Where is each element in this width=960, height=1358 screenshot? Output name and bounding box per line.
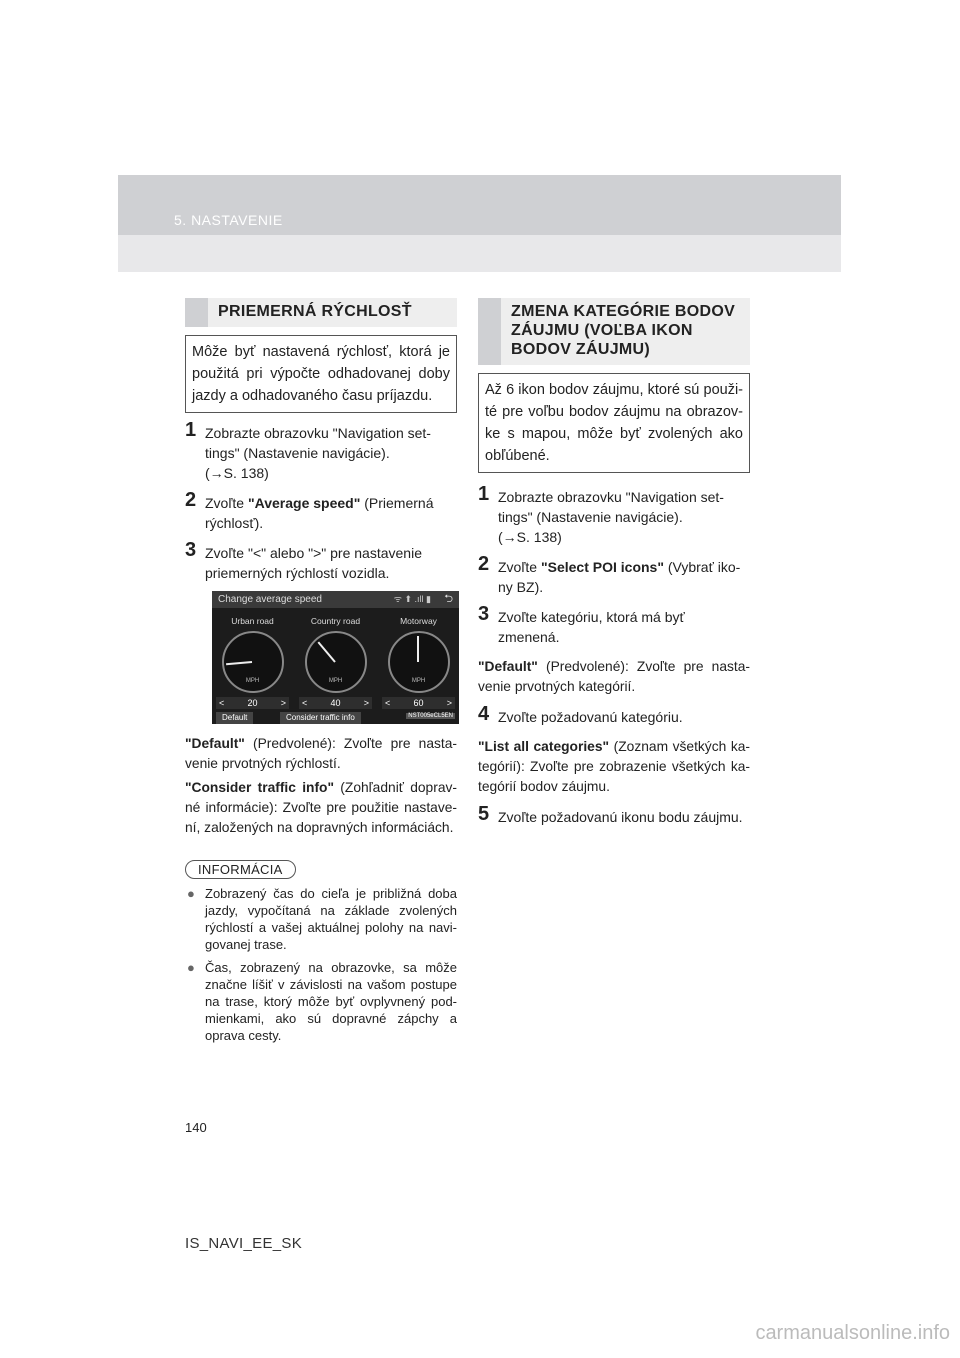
step-option: "Average speed"	[247, 495, 361, 511]
speed-value: 40	[330, 698, 341, 708]
default-button[interactable]: Default	[216, 712, 253, 724]
header-top	[118, 175, 841, 235]
step-4	[478, 703, 750, 727]
speed-dial	[222, 631, 284, 693]
decrease-button[interactable]: <	[302, 698, 308, 708]
option-name: "Default"	[185, 736, 245, 751]
option-text: (Zohľadniť doprav-né informácie): Zvoľte pre použitie nastave-ní, založených na dopravných informáciách.	[185, 780, 457, 835]
step-text: (Vybrať iko-ny BZ).	[498, 559, 741, 595]
option-text: (Predvolené): Zvoľte pre nasta-venie prvotných kategórií.	[478, 659, 750, 694]
step-text: Zvoľte požadovanú ikonu bodu záujmu.	[498, 809, 743, 825]
step-text: Zvoľte "<" alebo ">" pre nastavenie priemerných rýchlostí vozidla.	[205, 545, 422, 581]
bullet-text: Čas, zobrazený na obrazovke, sa môže značne líšiť v závislosti na vašom postupe na trase, ktorý môže byť ovplyvnený pod-mienkami, ako sú dopravné zápchy a oprava cesty.	[205, 960, 457, 1043]
page-reference[interactable]: (→S. 138)	[498, 529, 562, 545]
step-1	[185, 419, 457, 483]
section-heading-average-speed	[185, 298, 457, 327]
dial-needle	[417, 636, 419, 662]
step-number: 3	[185, 539, 197, 561]
option-text: (Zoznam všetkých ka-tegórií): Zvoľte pre zobrazenie všetkých ka-tegórií bodov záujmu.	[478, 739, 750, 794]
signal-icon: ᯤ ⬆ .ıll ▮	[393, 594, 431, 604]
speed-dial	[305, 631, 367, 693]
header-band	[118, 175, 841, 272]
left-column	[185, 298, 457, 1044]
decrease-button[interactable]: <	[219, 698, 225, 708]
step-1	[478, 483, 750, 547]
dial-unit: MPH	[245, 678, 260, 684]
average-speed-screen	[212, 591, 459, 724]
bullet-dot: ●	[187, 960, 195, 975]
gauge-label: Urban road	[231, 616, 274, 626]
step-2	[185, 489, 457, 533]
speed-control-country	[299, 697, 372, 709]
option-name: "List all categories"	[478, 739, 610, 754]
speed-control-urban	[216, 697, 289, 709]
step-number: 3	[478, 603, 490, 625]
section-heading-poi-icons	[478, 298, 750, 365]
step-2	[478, 553, 750, 597]
section-title: PRIEMERNÁ RÝCHLOSŤ	[218, 303, 412, 320]
right-column	[478, 298, 750, 827]
increase-button[interactable]: >	[280, 698, 286, 708]
step-number: 2	[185, 489, 197, 511]
document-code: IS_NAVI_EE_SK	[185, 1235, 303, 1252]
option-text: (Predvolené): Zvoľte pre nasta-venie prvotných rýchlostí.	[185, 736, 457, 771]
option-name: "Consider traffic info"	[185, 780, 335, 795]
consider-traffic-button[interactable]: Consider traffic info	[280, 712, 361, 724]
speed-control-motorway	[382, 697, 455, 709]
dial-needle	[317, 641, 335, 662]
step-text: Zvoľte požadovanú kategóriu.	[498, 709, 683, 725]
speed-dial	[388, 631, 450, 693]
step-5	[478, 803, 750, 827]
info-tag: INFORMÁCIA	[185, 860, 296, 879]
traffic-description	[185, 778, 457, 838]
step-3	[185, 539, 457, 583]
page-number: 140	[185, 1120, 207, 1135]
watermark: carmanualsonline.info	[755, 1322, 950, 1344]
gauge-urban-road	[216, 615, 289, 693]
step-number: 1	[185, 419, 197, 441]
step-3	[478, 603, 750, 647]
gauge-label: Motorway	[400, 616, 437, 626]
speed-value: 60	[413, 698, 424, 708]
step-number: 2	[478, 553, 490, 575]
step-text: Zobrazte obrazovku "Navigation set-tings" (Nastavenie navigácie).	[498, 489, 724, 525]
step-text: Zvoľte kategóriu, ktorá má byť zmenená.	[498, 609, 685, 645]
info-bullet	[185, 959, 457, 1044]
step-number: 4	[478, 703, 490, 725]
bullet-dot: ●	[187, 886, 195, 901]
increase-button[interactable]: >	[363, 698, 369, 708]
step-number: 1	[478, 483, 490, 505]
gauge-motorway	[382, 615, 455, 693]
screen-titlebar	[212, 591, 459, 608]
step-text: (Priemerná rýchlosť).	[205, 495, 434, 531]
speed-value: 20	[247, 698, 258, 708]
chapter-title: 5. NASTAVENIE	[174, 212, 283, 228]
default-description	[478, 657, 750, 697]
step-text: Zvoľte	[498, 559, 541, 575]
default-description	[185, 734, 457, 774]
screen-title: Change average speed	[218, 594, 322, 605]
option-name: "Default"	[478, 659, 538, 674]
step-text: Zvoľte	[205, 495, 248, 511]
decrease-button[interactable]: <	[385, 698, 391, 708]
step-text: Zobrazte obrazovku "Navigation set-tings" (Nastavenie navigácie).	[205, 425, 431, 461]
section-title: ZMENA KATEGÓRIE BODOV ZÁUJMU (VOĽBA IKON BODOV ZÁUJMU)	[511, 303, 736, 358]
intro-box: Až 6 ikon bodov záujmu, ktoré sú použi-té pre voľbu bodov záujmu na obrazov-ke s mapou, môže byť zvolených ako obľúbené.	[478, 373, 750, 473]
info-bullet	[185, 885, 457, 953]
increase-button[interactable]: >	[446, 698, 452, 708]
dial-unit: MPH	[328, 678, 343, 684]
figure-code: NST005eCL5EN	[408, 713, 453, 719]
step-option: "Select POI icons"	[540, 559, 664, 575]
intro-box: Môže byť nastavená rýchlosť, ktorá je použitá pri výpočte odhadovanej doby jazdy a odhadovaného času príjazdu.	[185, 335, 457, 413]
back-icon[interactable]: ⮌	[444, 593, 453, 605]
gauge-country-road	[299, 615, 372, 693]
page-reference[interactable]: (→S. 138)	[205, 465, 269, 481]
dial-needle	[226, 661, 252, 665]
step-number: 5	[478, 803, 490, 825]
list-categories-description	[478, 737, 750, 797]
dial-unit: MPH	[411, 678, 426, 684]
gauge-label: Country road	[310, 616, 361, 626]
bullet-text: Zobrazený čas do cieľa je približná doba jazdy, vypočítaná na základe zvolených rýchlostí a vašej aktuálnej polohy na navi-govanej trase.	[205, 886, 457, 952]
